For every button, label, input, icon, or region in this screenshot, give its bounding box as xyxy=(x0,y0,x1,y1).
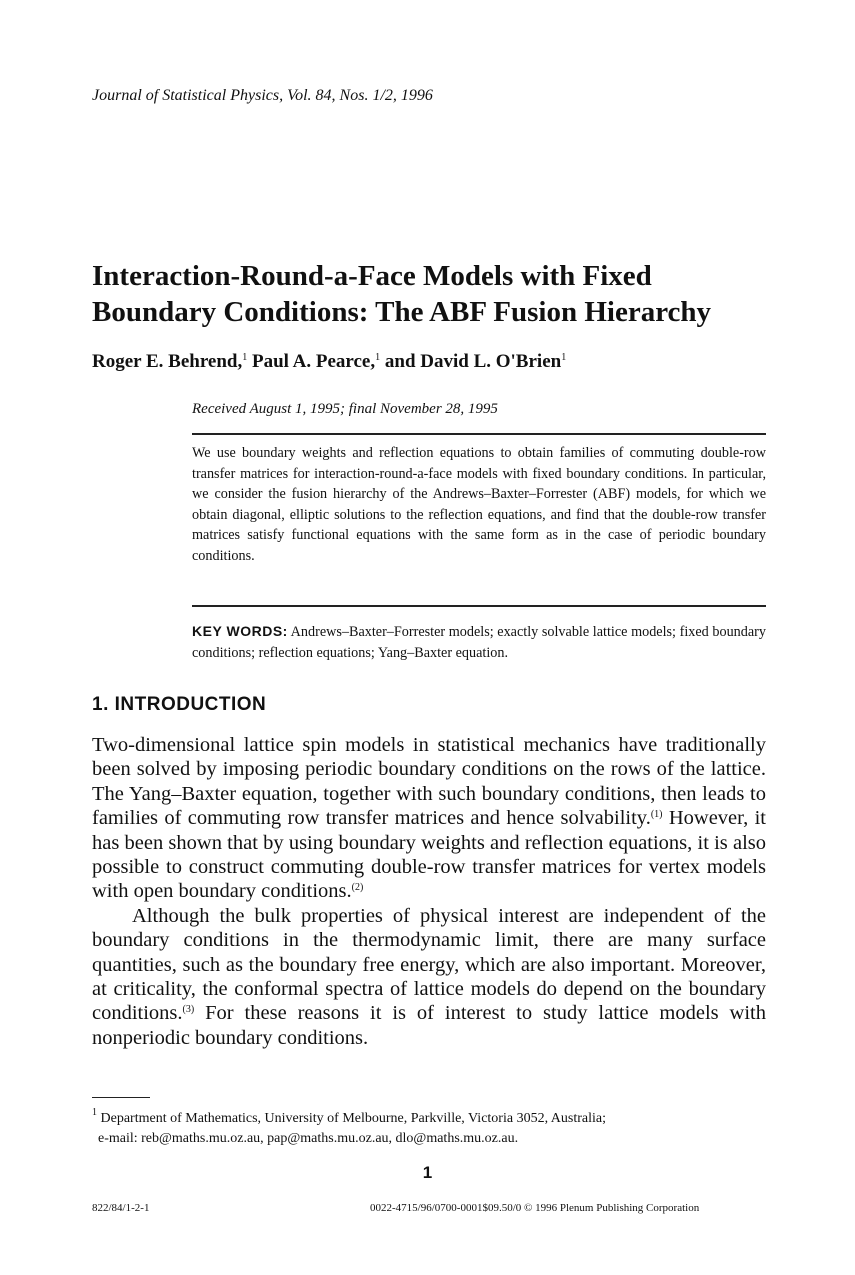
footnote-mark: 1 xyxy=(92,1107,97,1118)
paper-title xyxy=(92,258,792,330)
author-3-affiliation-mark: 1 xyxy=(561,352,567,363)
paragraph-2-text-b: For these reasons it is of interest to study lattice models with nonperiodic boundary conditions. xyxy=(92,1002,766,1049)
author-2: Paul A. Pearce, xyxy=(252,351,376,372)
keywords-text: Andrews–Baxter–Forrester models; exactly solvable lattice models; fixed boundary conditions; reflection equations; Yang–Baxter equation. xyxy=(192,624,766,661)
title-line-2: Boundary Conditions: The ABF Fusion Hierarchy xyxy=(92,296,712,328)
author-3: and David L. O'Brien xyxy=(384,351,562,372)
title-line-1: Interaction-Round-a-Face Models with Fixed xyxy=(92,260,652,292)
paragraph-2 xyxy=(92,904,766,1050)
author-list xyxy=(92,351,566,373)
abstract: We use boundary weights and reflection equations to obtain families of commuting double-row transfer matrices for interaction-round-a-face models with fixed boundary conditions. In particular, we consider the fusion hierarchy of the Andrews–Baxter–Forrester (ABF) models, for which we obtain diagonal, elliptic solutions to the reflection equations, and find that the double-row transfer matrices satisfy functional equations with the same form as in the case of periodic boundary conditions. xyxy=(192,445,766,564)
journal-citation: Journal of Statistical Physics, Vol. 84, Nos. 1/2, 1996 xyxy=(92,87,433,104)
author-2-affiliation-mark: 1 xyxy=(375,352,381,363)
citation-3: (3) xyxy=(182,1004,195,1016)
footnote xyxy=(92,1109,766,1149)
footer-left-code: 822/84/1-2-1 xyxy=(92,1202,150,1214)
citation-1: (1) xyxy=(650,809,663,821)
author-1: Roger E. Behrend, xyxy=(92,351,243,372)
page-number: 1 xyxy=(422,1163,433,1182)
section-heading: 1. INTRODUCTION xyxy=(92,694,267,715)
introduction-body xyxy=(92,733,766,1050)
citation-2: (2) xyxy=(351,882,364,894)
paragraph-2-text-a: Although the bulk properties of physical interest are independent of the boundary conditions in the thermodynamic limit, there are many surface quantities, such as the boundary free energy, which are also important. Moreover, at criticality, the conformal spectra of lattice models do depend on the boundary conditions. xyxy=(92,904,766,1025)
paragraph-1-text-b: However, it has been shown that by using boundary weights and reflection equations, it is also possible to construct commuting double-row transfer matrices for vertex models with open boundary conditions. xyxy=(92,807,766,903)
footer-right-code: 0022-4715/96/0700-0001$09.50/0 © 1996 Plenum Publishing Corporation xyxy=(370,1202,700,1214)
received-dates: Received August 1, 1995; final November 28, 1995 xyxy=(192,401,498,417)
paragraph-1-text-a: Two-dimensional lattice spin models in statistical mechanics have traditionally been solved by imposing periodic boundary conditions on the rows of the lattice. The Yang–Baxter equation, together with such boundary conditions, then leads to families of commuting row transfer matrices and hence solvability. xyxy=(92,734,766,830)
footnote-affiliation: Department of Mathematics, University of Melbourne, Parkville, Victoria 3052, Australia; xyxy=(97,1111,607,1126)
abstract-bottom-rule xyxy=(192,605,766,607)
paragraph-1 xyxy=(92,733,766,904)
footnote-line-1 xyxy=(92,1109,766,1129)
keywords xyxy=(192,621,766,663)
author-1-affiliation-mark: 1 xyxy=(242,352,248,363)
footnote-line-2: e-mail: reb@maths.mu.oz.au, pap@maths.mu.oz.au, dlo@maths.mu.oz.au. xyxy=(98,1131,519,1146)
footnote-rule xyxy=(92,1097,150,1098)
abstract-top-rule xyxy=(192,433,766,435)
keywords-label: KEY WORDS: xyxy=(192,623,288,639)
